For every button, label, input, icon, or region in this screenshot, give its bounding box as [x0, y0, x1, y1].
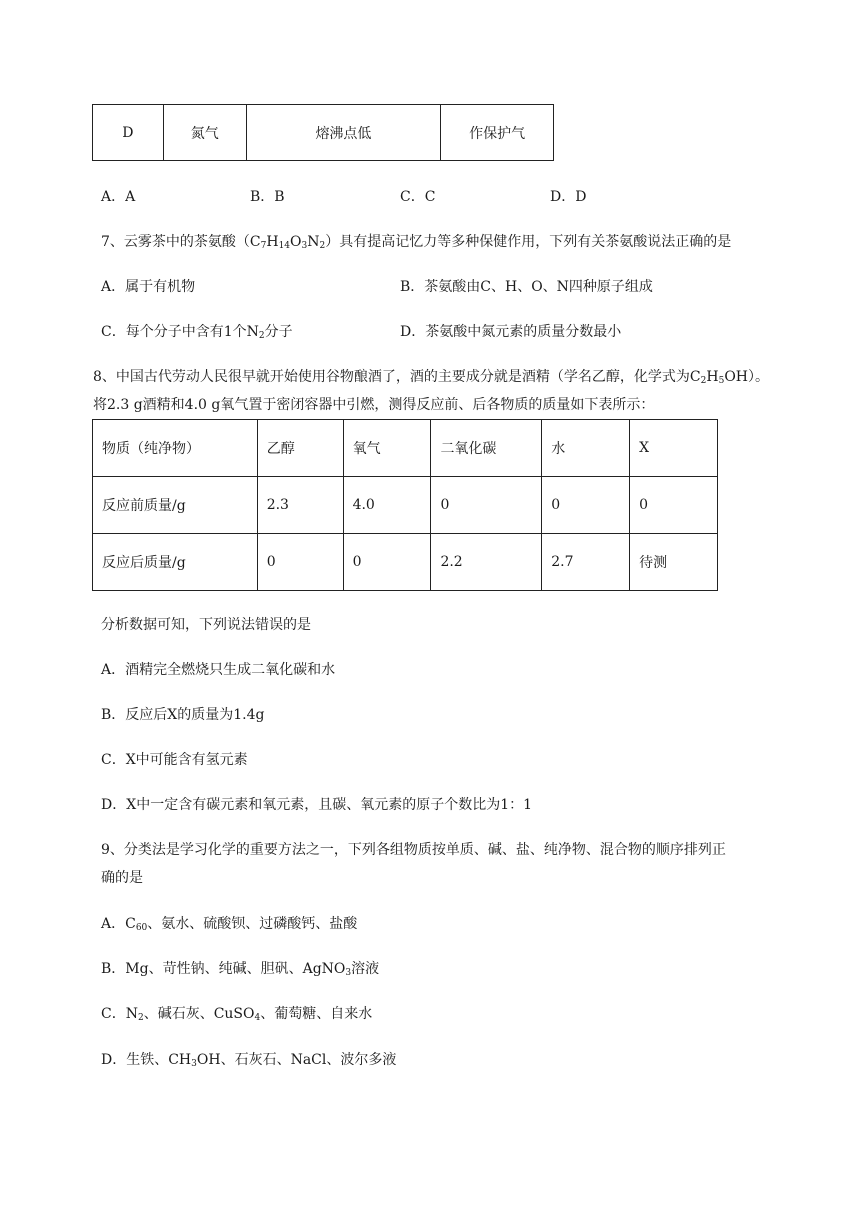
q8-option-a[interactable]: A．酒精完全燃烧只生成二氧化碳和水	[101, 662, 336, 678]
q7-option-d[interactable]: D．茶氨酸中氮元素的质量分数最小	[400, 324, 622, 340]
table-cell: 待测	[630, 534, 718, 591]
q7-option-c[interactable]	[101, 321, 293, 341]
table-cell: 0	[343, 534, 431, 591]
option-text: OH、石灰石、NaCl、波尔多液	[196, 1052, 397, 1068]
q9-option-c[interactable]	[101, 1003, 372, 1023]
subscript: 5	[718, 376, 725, 386]
table-cell: 氮气	[163, 105, 246, 161]
q6-option-d[interactable]: D．D	[550, 189, 587, 205]
formula-text: O	[290, 234, 302, 250]
q7-option-a[interactable]: A．属于有机物	[101, 279, 196, 295]
q9-option-a[interactable]	[101, 913, 357, 933]
table-header-cell: 物质（纯净物）	[93, 420, 258, 477]
table-cell: 熔沸点低	[246, 105, 441, 161]
subscript: 2	[258, 331, 265, 341]
q8-stem-line1	[93, 366, 769, 386]
table-cell: 2.3	[257, 477, 343, 534]
formula-text: H	[706, 369, 719, 385]
table-cell: 4.0	[343, 477, 431, 534]
table-cell: 2.7	[542, 534, 630, 591]
formula-text: N	[307, 234, 320, 250]
subscript: 2	[700, 376, 707, 386]
subscript: 3	[301, 241, 308, 251]
option-text: C．N	[101, 1006, 138, 1022]
q9-option-b[interactable]	[101, 958, 379, 978]
table-cell: 0	[630, 477, 718, 534]
q8-prompt: 分析数据可知，下列说法错误的是	[101, 617, 311, 633]
table-cell: 2.2	[431, 534, 542, 591]
q9-stem-line1: 9、分类法是学习化学的重要方法之一，下列各组物质按单质、碱、盐、纯净物、混合物的顺序排列正	[101, 842, 726, 858]
option-text: 分子	[264, 324, 293, 340]
q7-option-b[interactable]: B．茶氨酸由C、H、O、N四种原子组成	[400, 279, 653, 295]
subscript: 2	[319, 241, 326, 251]
q7-stem-text: ）具有提高记忆力等多种保健作用，下列有关茶氨酸说法正确的是	[325, 234, 732, 250]
subscript: 4	[254, 1013, 261, 1023]
option-text: C．每个分子中含有1个N	[101, 324, 259, 340]
q8-mass-table	[92, 419, 718, 591]
table-cell: 作保护气	[441, 105, 554, 161]
table-header-cell: 水	[542, 420, 630, 477]
formula-text: H	[266, 234, 279, 250]
table-cell: 0	[431, 477, 542, 534]
table-header-cell: 二氧化碳	[431, 420, 542, 477]
table-header-cell: 氧气	[343, 420, 431, 477]
table-cell: 0	[542, 477, 630, 534]
subscript: 3	[345, 968, 352, 978]
option-text: 溶液	[351, 961, 380, 977]
subscript: 60	[135, 923, 148, 933]
table-row	[93, 420, 718, 477]
table-cell: 0	[257, 534, 343, 591]
q9-option-d[interactable]	[101, 1049, 396, 1069]
subscript: 14	[278, 241, 291, 251]
table-row	[93, 477, 718, 534]
q7-stem	[101, 231, 731, 251]
q9-stem-line2: 确的是	[101, 870, 143, 886]
table-row	[93, 534, 718, 591]
option-text: 、葡萄糖、自来水	[260, 1006, 373, 1022]
q8-option-b[interactable]: B．反应后X的质量为1.4g	[101, 707, 265, 723]
subscript: 2	[137, 1013, 144, 1023]
subscript: 7	[260, 241, 267, 251]
q6-table	[92, 104, 554, 161]
table-cell: 反应后质量/g	[93, 534, 258, 591]
table-row	[93, 105, 554, 161]
option-text: D．生铁、CH	[101, 1052, 192, 1068]
q7-stem-text: 7、云雾茶中的茶氨酸（C	[101, 234, 261, 250]
table-cell: D	[93, 105, 164, 161]
q8-stem-line2: 将2.3 g酒精和4.0 g氧气置于密闭容器中引燃，测得反应前、后各物质的质量如下表所示：	[93, 397, 655, 413]
option-text: 、氨水、硫酸钡、过磷酸钙、盐酸	[147, 916, 358, 932]
table-header-cell: X	[630, 420, 718, 477]
q8-option-d[interactable]: D．X中一定含有碳元素和氧元素，且碳、氧元素的原子个数比为1：1	[101, 797, 533, 813]
subscript: 3	[191, 1059, 197, 1069]
q6-option-a[interactable]: A．A	[101, 189, 136, 205]
q6-option-c[interactable]: C．C	[400, 189, 436, 205]
q8-option-c[interactable]: C．X中可能含有氢元素	[101, 752, 248, 768]
option-text: B．Mg、苛性钠、纯碱、胆矾、AgNO	[101, 961, 346, 977]
option-text: A．C	[101, 916, 136, 932]
table-header-cell: 乙醇	[257, 420, 343, 477]
q8-stem-text: 8、中国古代劳动人民很早就开始使用谷物酿酒了，酒的主要成分就是酒精（学名乙醇，化学式为C	[93, 369, 701, 385]
table-cell: 反应前质量/g	[93, 477, 258, 534]
q8-stem-text: OH）。	[724, 369, 769, 385]
option-text: 、碱石灰、CuSO	[143, 1006, 255, 1022]
q6-option-b[interactable]: B．B	[250, 189, 285, 205]
